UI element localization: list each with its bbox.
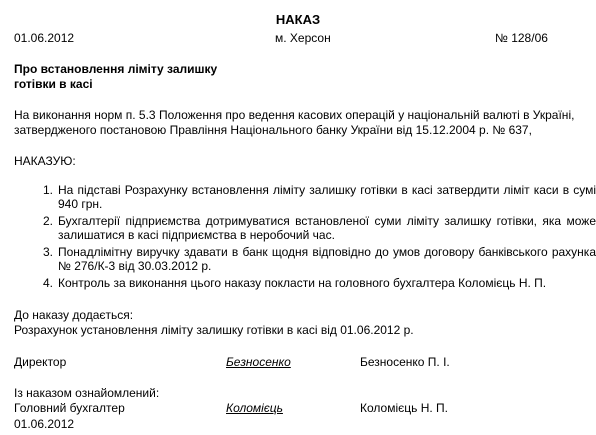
list-item-text: Контроль за виконання цього наказу покласти на головного бухгалтера Коломієць Н. П. (58, 276, 547, 290)
acquainted-date: 01.06.2012 (14, 417, 75, 431)
list-item-number: 1. (43, 183, 54, 197)
list-item-number: 3. (43, 245, 54, 259)
order-date: 01.06.2012 (14, 31, 75, 45)
order-city: м. Херсон (275, 31, 331, 45)
list-item-text: Понадлімітну виручку здавати в банк щодня відповідно до умов договору банківського рахунка № 276/К-3 від 30.03.2012 р. (58, 245, 596, 273)
director-signature: Безносенко (226, 355, 291, 369)
document-title: НАКАЗ (275, 12, 321, 27)
list-item-number: 4. (43, 276, 54, 290)
list-item (43, 183, 596, 211)
list-item-text: Бухгалтерії підприємства дотримуватися встановленої суми ліміту залишку готівки, яка може залишатися в касі підприємства в неробочий час. (58, 214, 596, 242)
list-item (43, 276, 596, 290)
accountant-signature: Коломієць (226, 401, 283, 415)
accountant-name: Коломієць Н. П. (360, 401, 449, 415)
director-name: Безносенко П. І. (360, 355, 450, 369)
list-item (43, 214, 596, 242)
list-item-text: На підставі Розрахунку встановлення ліміту залишку готівки в касі затвердити ліміт каси в сумі 940 грн. (58, 183, 596, 211)
subject-line-1: Про встановлення ліміту залишку (14, 62, 218, 76)
order-word: НАКАЗУЮ: (14, 154, 76, 168)
subject-line-2: готівки в касі (14, 77, 93, 91)
acquainted-label: Із наказом ознайомлений: (14, 386, 160, 400)
list-item (43, 245, 596, 273)
preamble-line-2: затвердженого постановою Правління Національного банку України від 15.12.2004 р. № 637, (14, 123, 532, 137)
accountant-position: Головний бухгалтер (14, 401, 125, 415)
order-items-list (43, 183, 596, 290)
list-item-number: 2. (43, 214, 54, 228)
attachment-label: До наказу додається: (14, 308, 134, 322)
order-number: № 128/06 (495, 31, 548, 45)
preamble-line-1: На виконання норм п. 5.3 Положення про ведення касових операцій у національній валюті в Україні, (14, 108, 575, 122)
director-position: Директор (14, 355, 67, 369)
attachment-text: Розрахунок установлення ліміту залишку готівки в касі від 01.06.2012 р. (14, 323, 414, 337)
